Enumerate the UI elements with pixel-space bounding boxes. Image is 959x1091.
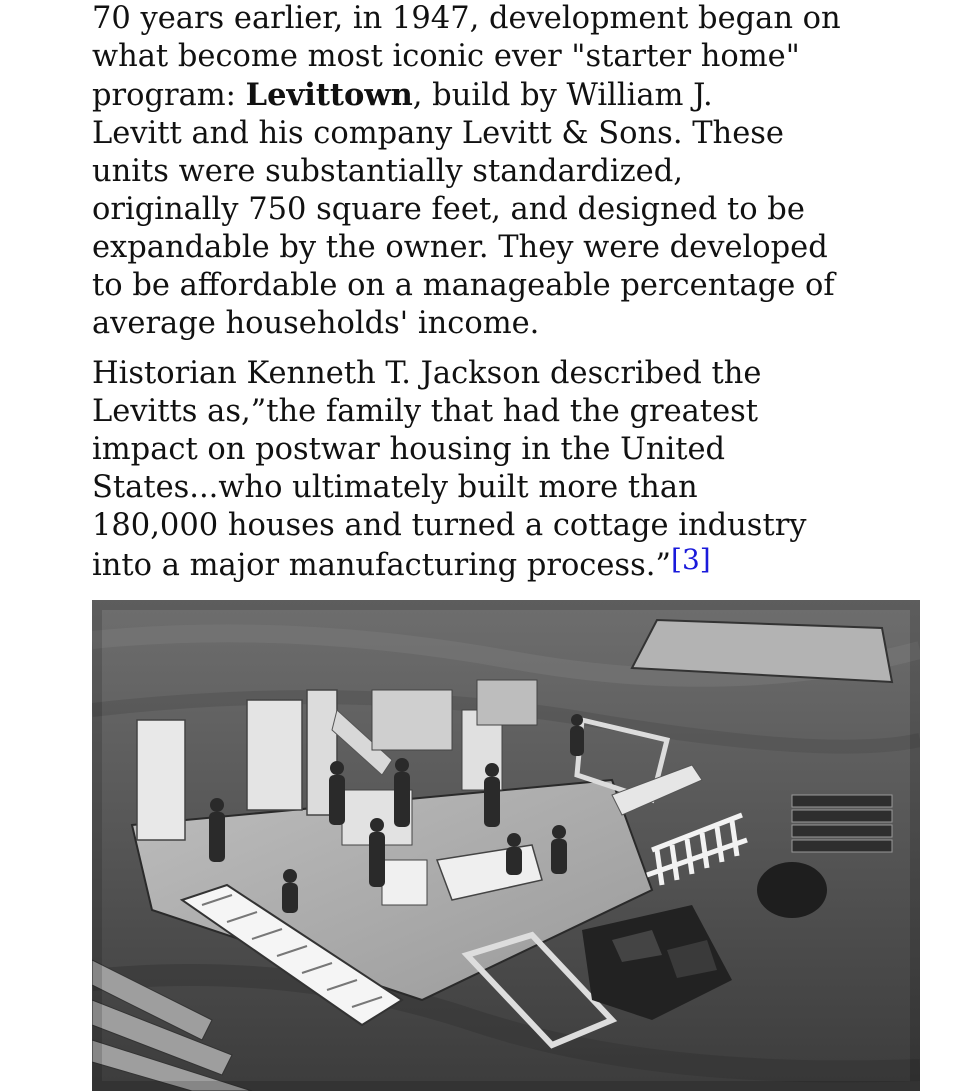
bold-term-levittown: Levittown: [245, 77, 413, 113]
text-line: Levitt and his company Levitt & Sons. These: [92, 116, 784, 151]
text-fragment: , build by William J.: [412, 78, 713, 113]
citation-link[interactable]: [3]: [671, 543, 711, 576]
text-line: Levitts as,”the family that had the greatest: [92, 394, 759, 429]
text-line: impact on postwar housing in the United: [92, 432, 726, 467]
text-line: [92, 76, 932, 115]
paragraph-jackson-quote: [92, 355, 932, 589]
photo-illustration: [92, 600, 920, 1091]
text-line: expandable by the owner. They were developed: [92, 230, 828, 265]
text-line: to be affordable on a manageable percentage of: [92, 268, 835, 303]
text-line: 70 years earlier, in 1947, development began on: [92, 1, 841, 36]
paragraph-levittown: [92, 0, 932, 343]
text-line: units were substantially standardized,: [92, 154, 683, 189]
text-fragment: into a major manufacturing process.”: [92, 548, 672, 583]
text-line: originally 750 square feet, and designed to be: [92, 192, 805, 227]
text-line: Historian Kenneth T. Jackson described the: [92, 356, 762, 391]
text-line: 180,000 houses and turned a cottage industry: [92, 508, 807, 543]
article-body: [92, 0, 932, 589]
text-line: States...who ultimately built more than: [92, 470, 698, 505]
text-fragment: program:: [92, 78, 246, 113]
levittown-photo: [92, 600, 920, 1091]
text-line: average households' income.: [92, 306, 540, 341]
text-line: what become most iconic ever "starter home": [92, 39, 800, 74]
text-line: [92, 543, 932, 589]
